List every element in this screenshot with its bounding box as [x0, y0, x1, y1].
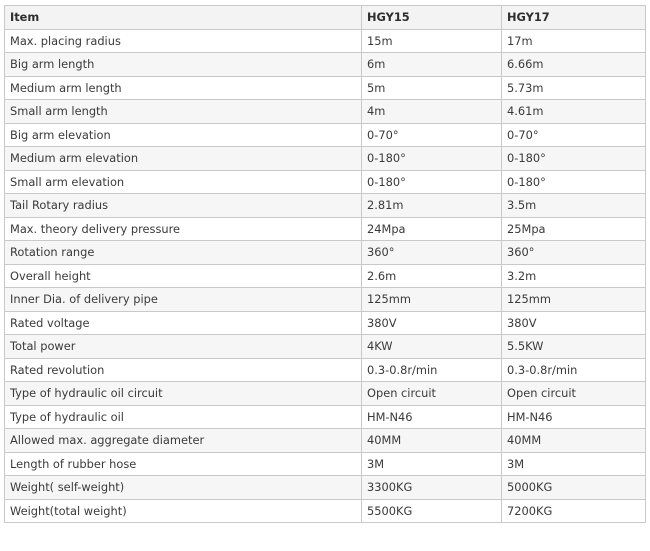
- cell-hgy17: 6.66m: [502, 53, 646, 77]
- cell-item: Tail Rotary radius: [5, 194, 362, 218]
- cell-hgy15: 15m: [362, 29, 502, 53]
- table-row: [5, 452, 646, 476]
- table-row: [5, 147, 646, 171]
- cell-hgy15: 3300KG: [362, 476, 502, 500]
- cell-item: Allowed max. aggregate diameter: [5, 429, 362, 453]
- table-row: [5, 358, 646, 382]
- cell-item: Max. theory delivery pressure: [5, 217, 362, 241]
- table-row: [5, 100, 646, 124]
- cell-hgy15: 360°: [362, 241, 502, 265]
- table-row: [5, 264, 646, 288]
- cell-hgy17: HM-N46: [502, 405, 646, 429]
- cell-hgy17: 3M: [502, 452, 646, 476]
- cell-hgy15: 0-180°: [362, 147, 502, 171]
- cell-item: Weight( self-weight): [5, 476, 362, 500]
- table-row: [5, 241, 646, 265]
- cell-hgy15: 4m: [362, 100, 502, 124]
- table-body: [5, 29, 646, 523]
- cell-item: Small arm elevation: [5, 170, 362, 194]
- cell-hgy17: 5.5KW: [502, 335, 646, 359]
- table-row: [5, 429, 646, 453]
- cell-item: Medium arm length: [5, 76, 362, 100]
- cell-hgy15: 4KW: [362, 335, 502, 359]
- cell-hgy15: 2.81m: [362, 194, 502, 218]
- cell-hgy15: Open circuit: [362, 382, 502, 406]
- cell-item: Type of hydraulic oil circuit: [5, 382, 362, 406]
- spec-table: [4, 5, 646, 523]
- cell-hgy15: 40MM: [362, 429, 502, 453]
- cell-item: Type of hydraulic oil: [5, 405, 362, 429]
- cell-hgy17: 0-70°: [502, 123, 646, 147]
- table-row: [5, 76, 646, 100]
- table-row: [5, 123, 646, 147]
- cell-hgy17: 17m: [502, 29, 646, 53]
- cell-hgy15: 0-180°: [362, 170, 502, 194]
- cell-hgy17: 4.61m: [502, 100, 646, 124]
- cell-hgy15: 5500KG: [362, 499, 502, 523]
- cell-hgy17: 5000KG: [502, 476, 646, 500]
- table-row: [5, 405, 646, 429]
- table-row: [5, 335, 646, 359]
- cell-hgy17: 3.5m: [502, 194, 646, 218]
- cell-item: Rated voltage: [5, 311, 362, 335]
- header-item: Item: [5, 6, 362, 30]
- cell-item: Rated revolution: [5, 358, 362, 382]
- cell-hgy15: HM-N46: [362, 405, 502, 429]
- table-row: [5, 382, 646, 406]
- table-row: [5, 499, 646, 523]
- table-row: [5, 311, 646, 335]
- cell-item: Length of rubber hose: [5, 452, 362, 476]
- cell-hgy15: 0.3-0.8r/min: [362, 358, 502, 382]
- cell-hgy17: 380V: [502, 311, 646, 335]
- table-row: [5, 29, 646, 53]
- cell-hgy17: 125mm: [502, 288, 646, 312]
- table-row: [5, 53, 646, 77]
- cell-hgy17: 0.3-0.8r/min: [502, 358, 646, 382]
- cell-hgy15: 5m: [362, 76, 502, 100]
- spec-table-container: [4, 5, 645, 544]
- cell-hgy15: 2.6m: [362, 264, 502, 288]
- cell-item: Small arm length: [5, 100, 362, 124]
- cell-hgy17: 7200KG: [502, 499, 646, 523]
- cell-hgy15: 125mm: [362, 288, 502, 312]
- table-row: [5, 288, 646, 312]
- cell-item: Inner Dia. of delivery pipe: [5, 288, 362, 312]
- cell-item: Big arm elevation: [5, 123, 362, 147]
- cell-hgy17: Open circuit: [502, 382, 646, 406]
- table-row: [5, 476, 646, 500]
- cell-hgy17: 25Mpa: [502, 217, 646, 241]
- cell-hgy15: 0-70°: [362, 123, 502, 147]
- cell-item: Overall height: [5, 264, 362, 288]
- table-header-row: [5, 6, 646, 30]
- header-hgy15: HGY15: [362, 6, 502, 30]
- cell-item: Big arm length: [5, 53, 362, 77]
- cell-hgy15: 380V: [362, 311, 502, 335]
- cell-hgy15: 3M: [362, 452, 502, 476]
- cell-item: Max. placing radius: [5, 29, 362, 53]
- cell-item: Rotation range: [5, 241, 362, 265]
- cell-hgy15: 24Mpa: [362, 217, 502, 241]
- cell-item: Total power: [5, 335, 362, 359]
- cell-hgy17: 5.73m: [502, 76, 646, 100]
- header-hgy17: HGY17: [502, 6, 646, 30]
- cell-hgy17: 360°: [502, 241, 646, 265]
- table-row: [5, 170, 646, 194]
- cell-hgy17: 40MM: [502, 429, 646, 453]
- cell-hgy15: 6m: [362, 53, 502, 77]
- table-row: [5, 194, 646, 218]
- cell-item: Weight(total weight): [5, 499, 362, 523]
- cell-hgy17: 3.2m: [502, 264, 646, 288]
- cell-hgy17: 0-180°: [502, 147, 646, 171]
- cell-hgy17: 0-180°: [502, 170, 646, 194]
- table-row: [5, 217, 646, 241]
- cell-item: Medium arm elevation: [5, 147, 362, 171]
